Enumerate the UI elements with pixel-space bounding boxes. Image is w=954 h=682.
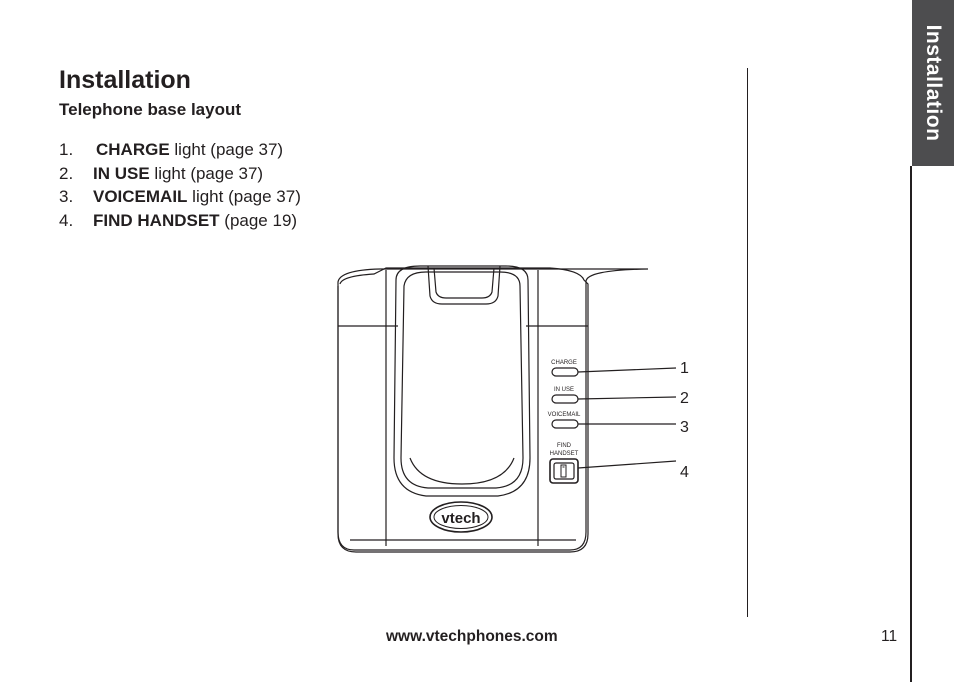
footer-url: www.vtechphones.com — [386, 628, 558, 645]
legend-term: FIND HANDSET — [93, 210, 220, 230]
page-title: Installation — [59, 66, 191, 94]
legend-number: 4. — [59, 210, 74, 230]
callout-3: 3 — [680, 419, 689, 436]
voicemail-button-label: VOICEMAIL — [547, 412, 581, 418]
in-use-light — [552, 395, 578, 403]
callout-line-2 — [578, 397, 676, 399]
telephone-base-diagram — [330, 262, 700, 562]
side-divider — [910, 166, 912, 682]
find-button-label-1: FIND — [557, 443, 571, 449]
legend-desc: (page 19) — [219, 210, 298, 230]
legend-number: 1. — [59, 140, 74, 159]
vtech-logo: vtech — [441, 510, 481, 527]
cradle-lip — [410, 458, 514, 484]
page-subtitle: Telephone base layout — [59, 100, 242, 119]
legend-term: CHARGE — [96, 140, 170, 159]
callout-line-1 — [578, 368, 676, 372]
legend-number: 3. — [59, 187, 74, 206]
base-body — [338, 269, 648, 550]
legend-desc: light (page 37) — [187, 187, 301, 206]
voicemail-light — [552, 420, 578, 428]
cradle-outer — [394, 266, 530, 496]
legend-term: IN USE — [93, 163, 150, 183]
legend-desc: light (page 37) — [169, 140, 284, 159]
callout-4: 4 — [680, 464, 689, 481]
handset-icon — [561, 465, 566, 477]
legend-number: 2. — [59, 163, 74, 183]
charge-light — [552, 368, 578, 376]
find-button-label-2: HANDSET — [549, 451, 579, 457]
callout-2: 2 — [680, 390, 689, 407]
in-use-button-label: IN USE — [553, 387, 575, 393]
callout-line-4 — [578, 461, 676, 468]
section-tab-label: Installation — [922, 24, 945, 142]
legend-desc: light (page 37) — [149, 163, 264, 183]
page-number: 11 — [881, 628, 898, 645]
charge-button-label: CHARGE — [551, 360, 577, 366]
section-tab — [912, 0, 954, 166]
legend-term: VOICEMAIL — [93, 187, 188, 206]
callout-1: 1 — [680, 360, 689, 377]
column-divider — [747, 68, 748, 617]
